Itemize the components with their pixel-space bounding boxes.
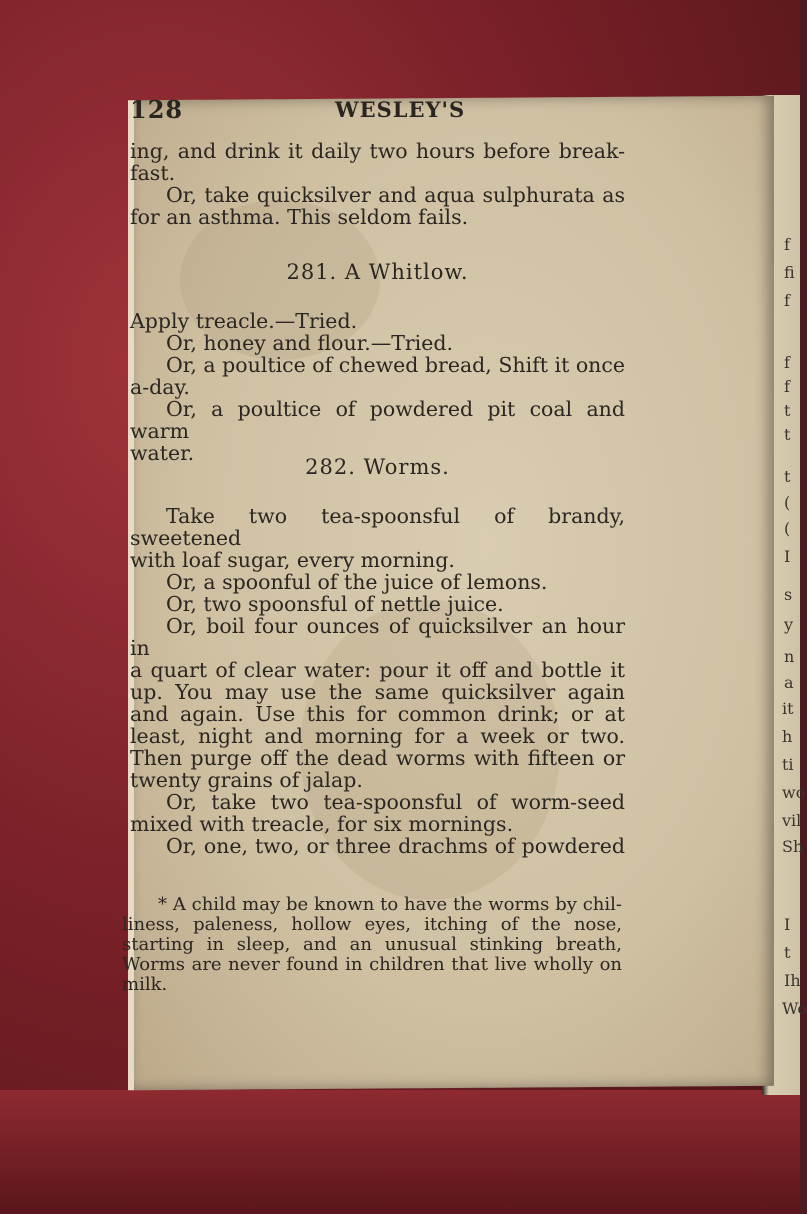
text-line: Then purge off the dead worms with fifteen or xyxy=(130,746,625,770)
text-line: up. You may use the same quicksilver again xyxy=(130,680,625,704)
text-line: Or, a poultice of powdered pit coal and warm xyxy=(130,397,625,443)
next-page-fragment: s xyxy=(784,585,793,604)
text-line: Or, a spoonful of the juice of lemons. xyxy=(166,570,548,594)
text-line: Or, a poultice of chewed bread, Shift it once xyxy=(166,353,625,377)
section-281-body xyxy=(130,310,625,464)
text-line: Or, two spoonsful of nettle juice. xyxy=(166,592,504,616)
next-page-fragment: Wo xyxy=(782,999,807,1018)
next-page-fragment: ( xyxy=(784,493,791,512)
page-number: 128 xyxy=(130,95,184,124)
next-page-fragment: t xyxy=(784,943,791,962)
footnote xyxy=(122,895,622,995)
text-line: ing, and drink it daily two hours before break- xyxy=(130,139,625,163)
footnote-line: Worms are never found in children that live wholly on xyxy=(122,954,622,975)
next-page-fragment: t xyxy=(784,467,791,486)
section-heading-281: 281. A Whitlow. xyxy=(286,260,469,284)
next-page-fragment: f xyxy=(784,291,790,310)
text-line: a quart of clear water: pour it off and bottle it xyxy=(130,658,625,682)
text-line: for an asthma. This seldom fails. xyxy=(130,205,469,229)
next-page-fragment: t xyxy=(784,425,791,444)
next-page-fragment: fi xyxy=(784,263,795,282)
text-line: Or, one, two, or three drachms of powdered xyxy=(166,834,625,858)
text-line: Or, boil four ounces of quicksilver an hour in xyxy=(130,614,625,660)
text-line: and again. Use this for common drink; or at xyxy=(130,702,625,726)
text-line: mixed with treacle, for six mornings. xyxy=(130,812,514,836)
section-282-body xyxy=(130,505,625,857)
section-heading-282: 282. Worms. xyxy=(305,455,450,479)
text-line: fast. xyxy=(130,161,176,185)
next-page-fragment: it xyxy=(782,699,794,718)
next-page-fragment: Ih xyxy=(784,971,801,990)
footnote-line: * A child may be known to have the worms by chil- xyxy=(158,894,622,915)
footnote-line: starting in sleep, and an unusual stinking breath, xyxy=(122,934,622,955)
text-line: Or, honey and flour.—Tried. xyxy=(166,331,454,355)
next-page-fragment: f xyxy=(784,353,790,372)
next-page-fragment: f xyxy=(784,235,790,254)
next-page-fragment: I xyxy=(784,547,791,566)
text-line: twenty grains of jalap. xyxy=(130,768,363,792)
footnote-line: milk. xyxy=(122,974,168,995)
text-line: a-day. xyxy=(130,375,190,399)
next-page-fragment: h xyxy=(782,727,793,746)
next-page-fragment: wo xyxy=(782,783,806,802)
next-page-fragment: ( xyxy=(784,519,791,538)
next-page-fragment: y xyxy=(784,615,794,634)
next-page-fragment: f xyxy=(784,377,790,396)
next-page-fragment: vil xyxy=(782,811,802,830)
next-page-fragment: n xyxy=(784,647,795,666)
text-line: Or, take quicksilver and aqua sulphurata as xyxy=(166,183,625,207)
footnote-line: liness, paleness, hollow eyes, itching of the nose, xyxy=(122,914,622,935)
book-cover-bottom-edge xyxy=(0,1090,800,1214)
text-line: Take two tea-spoonsful of brandy, sweetened xyxy=(130,504,625,550)
next-page-fragment: I xyxy=(784,915,791,934)
text-line: Or, take two tea-spoonsful of worm-seed xyxy=(166,790,625,814)
text-line: with loaf sugar, every morning. xyxy=(130,548,455,572)
next-page-fragment: t xyxy=(784,401,791,420)
next-page-fragment: ti xyxy=(782,755,794,774)
next-page-fragment: Sh xyxy=(782,837,804,856)
text-line: least, night and morning for a week or two. xyxy=(130,724,625,748)
text-line: water. xyxy=(130,441,195,465)
continuation-paragraph xyxy=(130,140,625,228)
next-page-fragment: a xyxy=(784,673,794,692)
running-title: WESLEY'S xyxy=(335,97,466,122)
text-line: Apply treacle.—Tried. xyxy=(130,309,358,333)
